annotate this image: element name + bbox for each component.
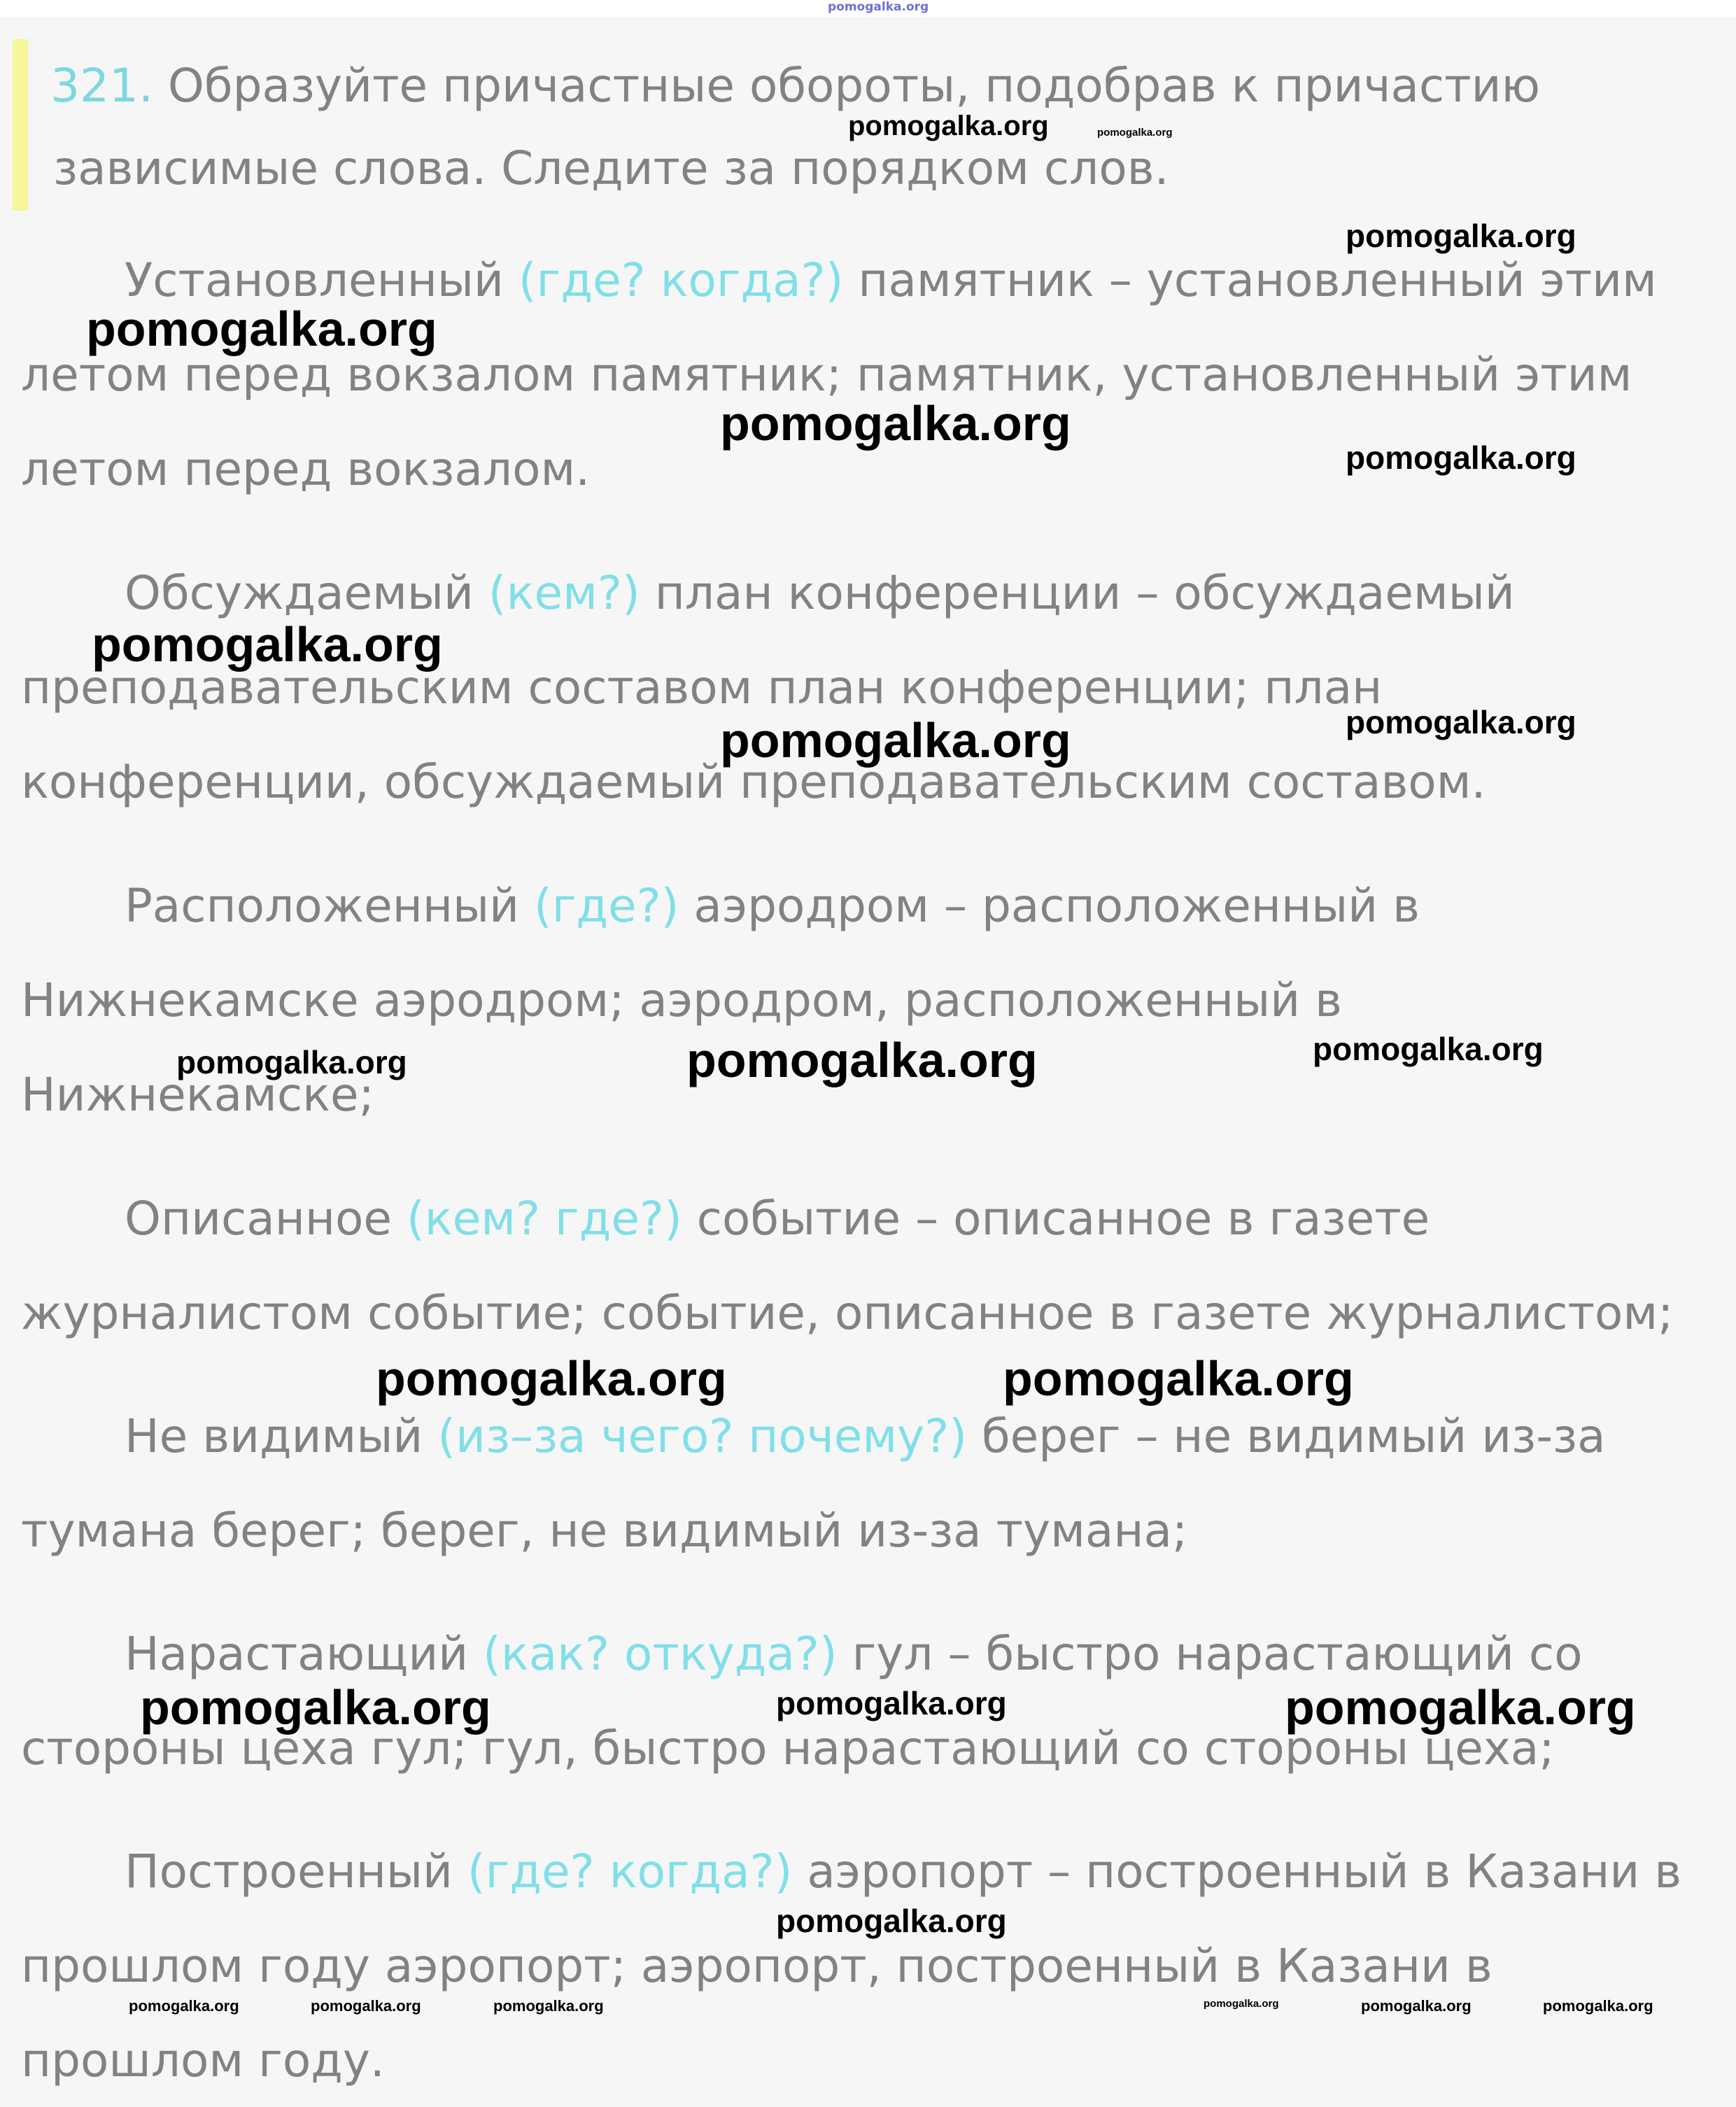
watermark: pomogalka.org xyxy=(1003,1351,1354,1406)
question: (где?) xyxy=(533,879,679,933)
watermark: pomogalka.org xyxy=(848,111,1049,141)
watermark: pomogalka.org xyxy=(686,1033,1038,1087)
watermark: pomogalka.org xyxy=(140,1680,491,1735)
participle: Установленный xyxy=(125,253,518,307)
watermark: pomogalka.org xyxy=(1346,704,1576,740)
watermark: pomogalka.org xyxy=(86,302,437,356)
paragraph-line: прошлом году. xyxy=(21,2034,385,2087)
watermark: pomogalka.org xyxy=(1097,127,1173,139)
watermark: pomogalka.org xyxy=(311,1997,421,2015)
watermark: pomogalka.org xyxy=(1361,1997,1472,2015)
participle: Нарастающий xyxy=(125,1627,484,1681)
watermark: pomogalka.org xyxy=(776,1685,1007,1721)
question: (где? когда?) xyxy=(467,1845,793,1898)
question: (кем? где?) xyxy=(407,1192,682,1246)
watermark: pomogalka.org xyxy=(1543,1997,1653,2015)
watermark: pomogalka.org xyxy=(1313,1031,1544,1067)
question: (где? когда?) xyxy=(518,253,844,307)
question: (как? откуда?) xyxy=(483,1627,838,1681)
watermark: pomogalka.org xyxy=(720,396,1071,451)
answer-text: памятник – установленный этим xyxy=(843,253,1657,307)
watermark: pomogalka.org xyxy=(176,1044,407,1080)
watermark: pomogalka.org xyxy=(720,713,1071,768)
participle: Расположенный xyxy=(125,879,534,933)
site-label: pomogalka.org xyxy=(828,0,929,14)
question: (из–за чего? почему?) xyxy=(437,1409,967,1463)
answer-text: план конференции – обсуждаемый xyxy=(640,566,1515,620)
paragraph-line xyxy=(125,1627,1583,1681)
paragraph-line xyxy=(125,879,1420,933)
task-title-line1 xyxy=(50,59,1541,113)
participle: Обсуждаемый xyxy=(125,566,488,620)
paragraph-line xyxy=(125,1845,1682,1898)
watermark: pomogalka.org xyxy=(1204,1998,1279,2010)
paragraph-line: преподавательским составом план конференции; план xyxy=(21,661,1383,714)
paragraph-line: летом перед вокзалом памятник; памятник, установленный этим xyxy=(21,348,1632,402)
participle: Построенный xyxy=(125,1845,467,1898)
paragraph-line: стороны цеха гул; гул, быстро нарастающий со стороны цеха; xyxy=(21,1721,1555,1775)
paragraph-line: конференции, обсуждаемый преподавательским составом. xyxy=(21,755,1486,809)
paragraph-line: журналистом событие; событие, описанное в газете журналистом; xyxy=(21,1286,1674,1340)
paragraph-line: летом перед вокзалом. xyxy=(21,442,591,496)
answer-text: аэродром – расположенный в xyxy=(679,879,1420,933)
task-title-line2: зависимые слова. Следите за порядком слов. xyxy=(53,141,1169,195)
watermark: pomogalka.org xyxy=(1285,1680,1636,1735)
paragraph-line: Нижнекамске аэродром; аэродром, расположенный в xyxy=(21,973,1342,1027)
paragraph-line: тумана берег; берег, не видимый из-за тумана; xyxy=(21,1504,1188,1558)
paragraph-line xyxy=(125,566,1515,620)
highlight-bar xyxy=(13,39,28,211)
paragraph-line: Нижнекамске; xyxy=(21,1068,374,1122)
answer-text: гул – быстро нарастающий со xyxy=(837,1627,1583,1681)
watermark: pomogalka.org xyxy=(92,617,443,672)
paragraph-line: прошлом году аэропорт; аэропорт, построенный в Казани в xyxy=(21,1939,1492,1993)
answer-text: событие – описанное в газете xyxy=(682,1192,1430,1246)
answer-text: аэропорт – построенный в Казани в xyxy=(792,1845,1682,1898)
question: (кем?) xyxy=(488,566,640,620)
paragraph-line xyxy=(125,253,1657,307)
watermark: pomogalka.org xyxy=(1346,439,1576,476)
task-number: 321. xyxy=(50,59,153,113)
watermark: pomogalka.org xyxy=(1346,218,1576,254)
watermark: pomogalka.org xyxy=(129,1997,239,2015)
task-instruction: Образуйте причастные обороты, подобрав к причастию xyxy=(153,59,1541,113)
watermark: pomogalka.org xyxy=(493,1997,604,2015)
paragraph-line xyxy=(125,1192,1430,1246)
watermark: pomogalka.org xyxy=(776,1903,1007,1939)
answer-text: берег – не видимый из-за xyxy=(967,1409,1606,1463)
paragraph-line xyxy=(125,1409,1606,1463)
participle: Описанное xyxy=(125,1192,407,1246)
participle: Не видимый xyxy=(125,1409,438,1463)
watermark: pomogalka.org xyxy=(376,1351,727,1406)
